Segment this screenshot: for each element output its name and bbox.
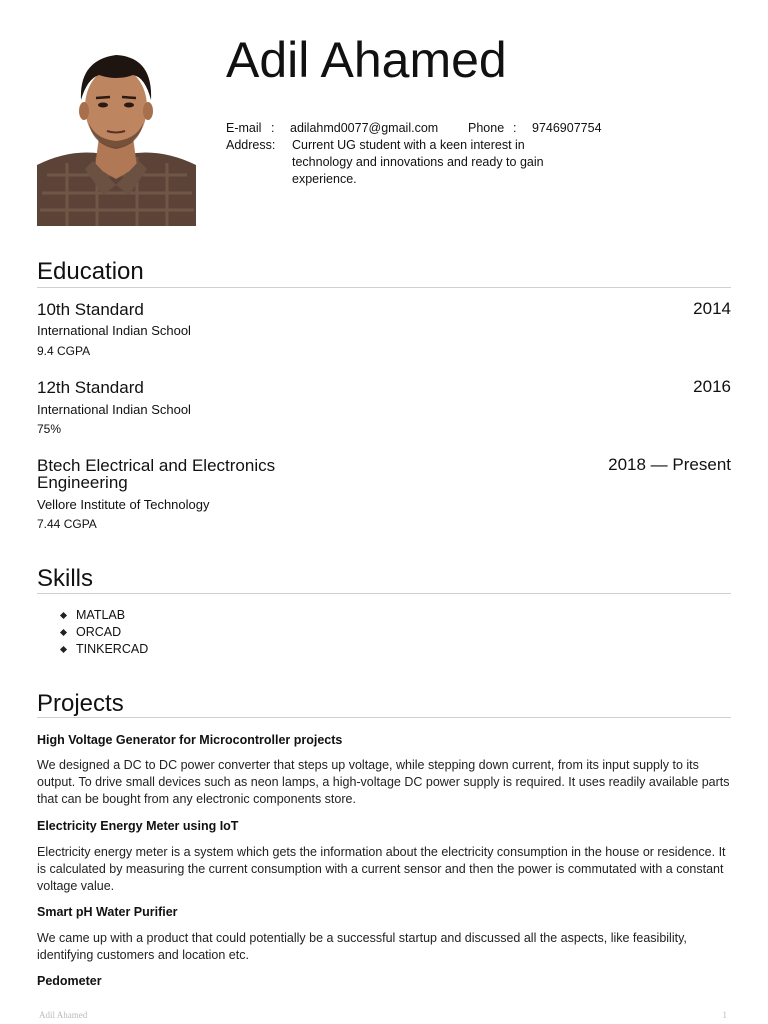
projects-heading: Projects <box>37 690 124 717</box>
project-description: Electricity energy meter is a system which gets the information about the electricity consumption in the house or residence. It is calculated by measuring the current consumption with a current sensor and then the power is commutated with a constant voltage value. <box>37 845 726 893</box>
project-title: Electricity Energy Meter using IoT <box>37 819 239 833</box>
page-number: 1 <box>722 1010 727 1020</box>
candidate-name: Adil Ahamed <box>226 32 507 88</box>
email-separator: : <box>271 121 275 135</box>
phone-value: 9746907754 <box>532 121 602 135</box>
bullet-icon <box>60 629 67 636</box>
bullet-icon <box>60 612 67 619</box>
project-title: Smart pH Water Purifier <box>37 905 178 919</box>
profile-photo <box>37 45 196 226</box>
education-item-school: International Indian School <box>37 323 191 338</box>
education-item-school: International Indian School <box>37 402 191 417</box>
skill-label: ORCAD <box>76 625 122 639</box>
phone-label: Phone <box>468 121 505 135</box>
phone-separator: : <box>513 121 517 135</box>
education-item-title: 10th Standard <box>37 300 144 319</box>
skills-heading: Skills <box>37 565 94 592</box>
education-divider <box>37 287 731 288</box>
skill-item <box>60 641 148 658</box>
education-item-grade: 75% <box>37 422 62 436</box>
bullet-icon <box>60 646 67 653</box>
projects-divider <box>37 717 731 718</box>
education-item-year: 2014 <box>693 299 731 318</box>
skills-list <box>60 607 148 658</box>
skill-item <box>60 607 148 624</box>
skill-label: MATLAB <box>76 608 126 622</box>
project-title: Pedometer <box>37 974 102 988</box>
education-item-title: 12th Standard <box>37 378 144 397</box>
project-title: High Voltage Generator for Microcontroller projects <box>37 733 343 747</box>
address-text: Current UG student with a keen interest in technology and innovations and ready to gain experience. <box>292 138 544 186</box>
education-item-title: Btech Electrical and Electronics Engineering <box>37 456 276 492</box>
education-heading: Education <box>37 258 144 285</box>
education-item-grade: 9.4 CGPA <box>37 344 91 358</box>
education-item-school: Vellore Institute of Technology <box>37 497 210 512</box>
project-description: We came up with a product that could potentially be a successful startup and discussed all the aspects, like feasibility, identifying customers and location etc. <box>37 931 687 962</box>
footer-name: Adil Ahamed <box>39 1010 88 1020</box>
email-value[interactable]: adilahmd0077@gmail.com <box>290 121 439 135</box>
project-description: We designed a DC to DC power converter that steps up voltage, while stepping down current, from its input supply to its output. To drive small devices such as neon lamps, a high-voltage DC power supply is required. It uses readily available parts that can be bought from any electronic components store. <box>37 758 730 806</box>
skills-divider <box>37 593 731 594</box>
email-label: E-mail <box>226 121 262 135</box>
education-item-year: 2018 — Present <box>608 455 731 474</box>
education-item-grade: 7.44 CGPA <box>37 517 97 531</box>
education-item-year: 2016 <box>693 377 731 396</box>
address-label: Address: <box>226 138 276 152</box>
skill-item <box>60 624 148 641</box>
skill-label: TINKERCAD <box>76 642 149 656</box>
